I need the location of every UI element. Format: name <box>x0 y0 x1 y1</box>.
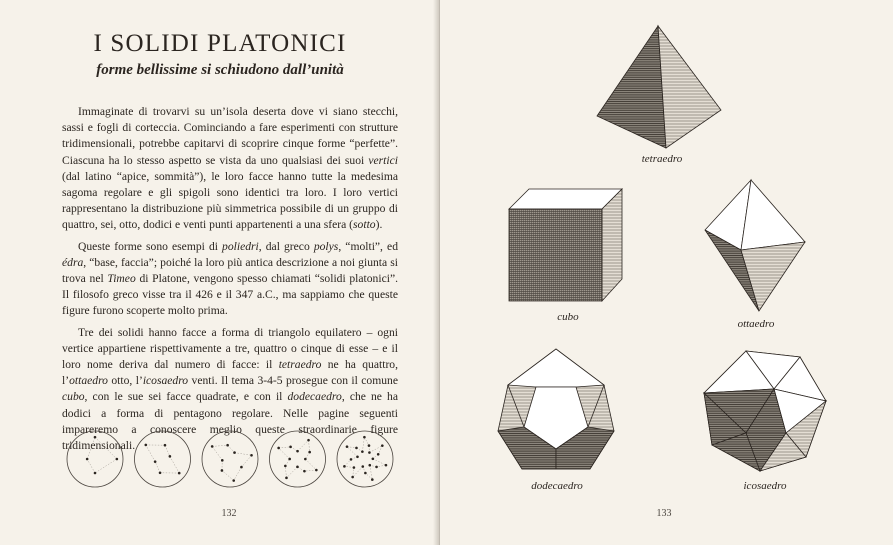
sphere-point <box>304 458 307 461</box>
sphere-point <box>381 444 384 447</box>
sphere-point <box>355 447 358 450</box>
text-run: , con le sue sei facce quadrate, e con il <box>84 390 288 404</box>
italic-term: cubo <box>62 390 85 404</box>
page-subtitle: forme bellissime si schiudono dall’unità <box>96 62 344 78</box>
text-run: Immaginate di trovarvi su un’isola deserta dove vi siano stecchi, sassi e fogli di corteccia. Cominciando a fare esperimenti con strutture tridimensionali, potrebbe capitarvi di scoprire cinque forme “perfette”. Ciascuna ha lo stesso aspetto se vista da uno qualsiasi dei suoi <box>62 105 398 167</box>
sphere-point <box>308 451 311 454</box>
cube-illustration <box>507 187 625 305</box>
sphere-point <box>356 455 359 458</box>
sphere-point <box>116 458 119 461</box>
sphere-point <box>169 455 172 458</box>
dodecahedron-illustration <box>494 345 620 473</box>
text-run: venti. Il tema 3-4-5 prosegue con il comune <box>188 374 398 388</box>
sphere-point <box>351 476 354 479</box>
body-paragraph <box>62 239 398 320</box>
sphere-point <box>377 453 380 456</box>
text-run: , che ne ha dodici a forma di pentagono regolare. Nelle pagine seguenti impareremo a conoscere meglio queste straordinarie figure tridimensionali. <box>62 390 398 453</box>
sphere-point <box>303 470 306 473</box>
caption-tetraedro: tetraedro <box>641 153 683 165</box>
sphere-point <box>307 439 310 442</box>
sphere-point <box>284 465 287 468</box>
text-run: otto, l’ <box>107 374 143 388</box>
sphere-point <box>368 444 371 447</box>
italic-term: vertici <box>368 153 398 167</box>
italic-term: poliedri <box>222 239 259 253</box>
sphere-point <box>368 451 371 454</box>
italic-term: icosaedro <box>142 374 189 388</box>
sphere-point <box>385 464 388 467</box>
italic-term: polys <box>313 239 339 253</box>
sphere-diagram-6-points <box>135 431 191 487</box>
caption-cubo: cubo <box>557 311 579 323</box>
page-number-right: 133 <box>656 508 672 519</box>
sphere-point <box>289 446 292 449</box>
tetrahedron-illustration <box>594 24 724 150</box>
sphere-point <box>361 450 364 453</box>
sphere-point <box>250 454 253 457</box>
caption-icosaedro: icosaedro <box>743 480 787 492</box>
sphere-point <box>240 466 243 469</box>
sphere-point <box>353 466 356 469</box>
italic-term: Timeo <box>107 272 136 286</box>
sphere-point <box>154 460 157 463</box>
sphere-point <box>350 458 353 461</box>
italic-term: dodecaedro <box>287 390 342 404</box>
italic-term: tetraedro <box>278 358 322 372</box>
sphere-diagram-20-points <box>337 431 393 487</box>
text-run: , “molti”, ed <box>338 239 398 253</box>
sphere-point <box>315 469 318 472</box>
sphere-point <box>277 447 280 450</box>
italic-term: édra <box>62 255 84 269</box>
text-run: Queste forme sono esempi di <box>78 239 223 253</box>
sphere-point <box>371 478 374 481</box>
text-run: ). <box>375 218 383 232</box>
sphere-point <box>233 451 236 454</box>
sphere-point <box>86 458 89 461</box>
text-run: , dal greco <box>258 239 314 253</box>
sphere-point <box>164 444 167 447</box>
text-run: , “base, faccia”; poiché la loro più antica descrizione a noi giunta si trova nel <box>62 255 398 286</box>
sphere-point <box>361 465 364 468</box>
sphere-point <box>221 469 224 472</box>
sphere-point <box>288 458 291 461</box>
sphere-point <box>363 436 366 439</box>
sphere-point <box>368 464 371 467</box>
octahedron-illustration <box>703 178 809 314</box>
italic-term: ottaedro <box>69 374 108 388</box>
sphere-diagram-8-points <box>202 431 258 487</box>
sphere-point <box>343 465 346 468</box>
sphere-diagrams <box>62 428 398 490</box>
caption-dodecaedro: dodecaedro <box>531 480 583 492</box>
sphere-point <box>144 444 147 447</box>
sphere-point <box>375 466 378 469</box>
sphere-point <box>221 459 224 462</box>
text-run: (dal latino “apice, sommità”), le loro facce hanno tutte la medesima sagoma regolare e gli spigoli sono identici tra loro. I loro vertici rappresentano la distribuzione più simmetrica possibile di un gruppo di quattro, sei, otto, dodici e venti punti appartenenti a una sfera ( <box>62 169 398 232</box>
sphere-point <box>226 444 229 447</box>
left-page <box>0 0 440 545</box>
italic-term: sotto <box>353 218 376 232</box>
sphere-point <box>372 457 375 460</box>
text-run: di Platone, vengono spesso chiamati “solidi platonici”. Il filosofo greco visse tra il 426 e il 347 a.C., ma sappiamo che queste figure furono scoperte molto prima. <box>62 272 398 318</box>
sphere-diagrams-svg <box>62 428 398 490</box>
text-run: Tre dei solidi hanno facce a forma di triangolo equilatero – ogni vertice appartiene rispettivamente a tre, quattro o cinque di esse – e il loro nome deriva dal numero di facce: il <box>62 325 398 372</box>
page-title: I SOLIDI PLATONICI <box>93 30 347 57</box>
sphere-point <box>232 479 235 482</box>
sphere-diagram-12-points <box>270 431 326 487</box>
sphere-point <box>94 436 97 439</box>
sphere-point <box>159 471 162 474</box>
sphere-point <box>296 466 299 469</box>
right-page <box>440 0 893 545</box>
sphere-point <box>296 450 299 453</box>
sphere-diagram-4-points <box>67 431 123 487</box>
sphere-point <box>178 472 181 475</box>
sphere-point <box>94 472 97 475</box>
body-paragraph <box>62 104 398 234</box>
sphere-point <box>364 472 367 475</box>
text-run: ne ha quattro, l’ <box>62 358 398 388</box>
caption-ottaedro: ottaedro <box>737 318 775 330</box>
sphere-point <box>211 445 214 448</box>
sphere-point <box>285 477 288 480</box>
sphere-point <box>346 445 349 448</box>
page-number-left: 132 <box>221 508 237 519</box>
body-text <box>62 104 398 459</box>
icosahedron-illustration <box>702 349 830 473</box>
